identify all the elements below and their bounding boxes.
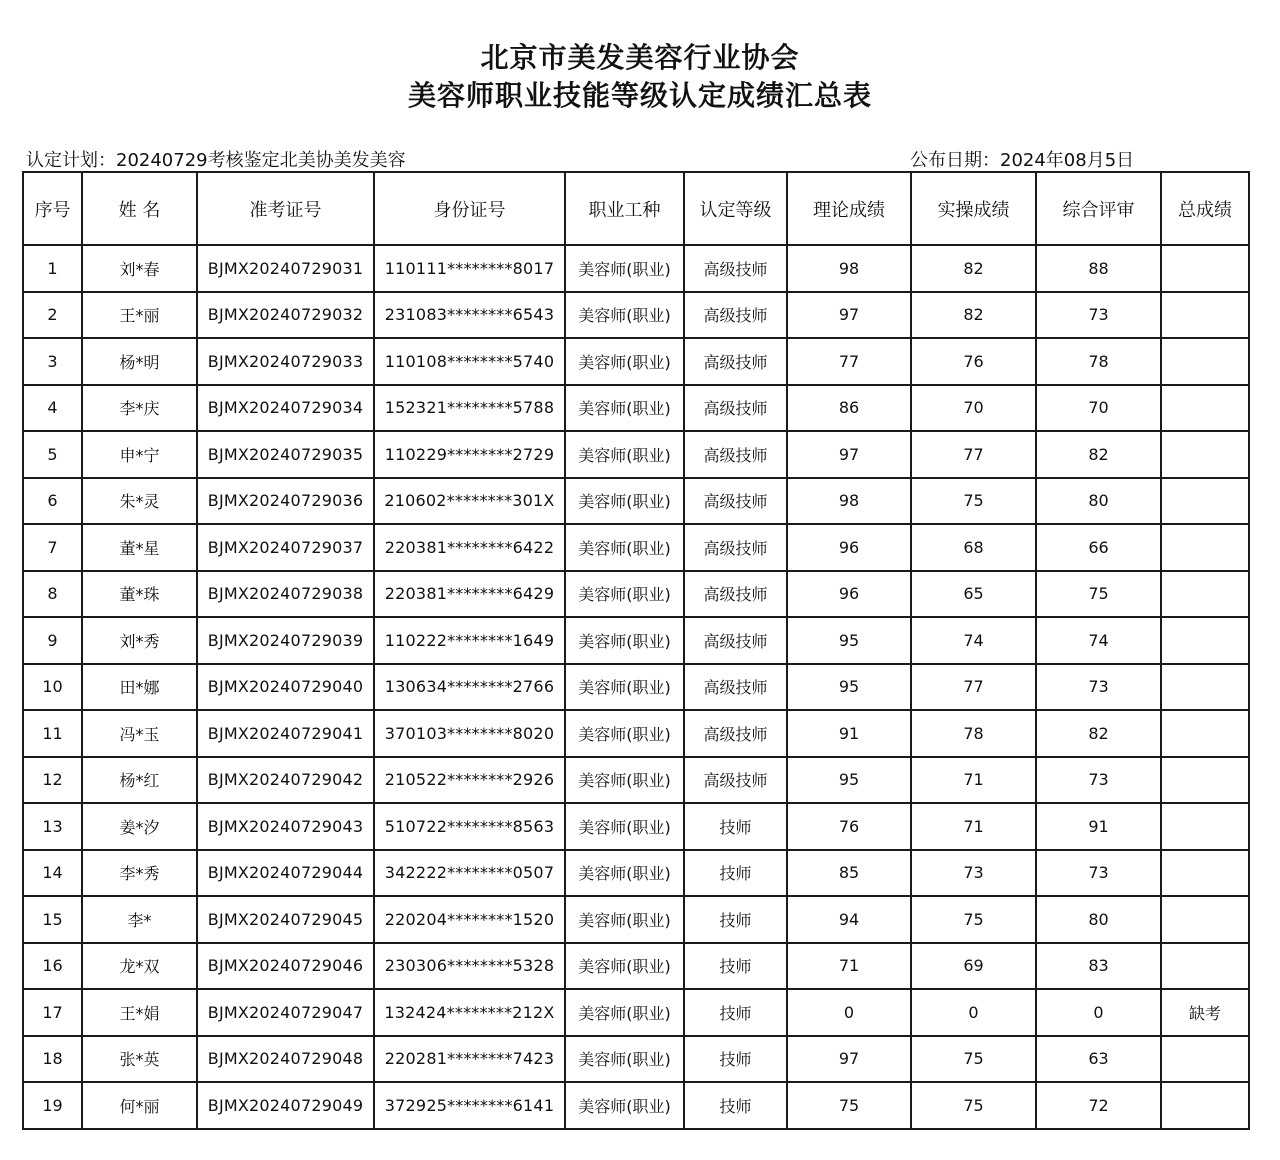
theory-score-cell: 97 <box>787 292 911 339</box>
level-cell: 技师 <box>684 943 787 990</box>
table-row <box>23 989 1249 1036</box>
practical-score-cell: 70 <box>911 385 1036 432</box>
practical-score-cell: 78 <box>911 710 1036 757</box>
occupation-cell: 美容师(职业) <box>565 617 684 664</box>
id-number-cell: 220381********6429 <box>374 571 565 618</box>
table-row <box>23 431 1249 478</box>
review-score-cell: 88 <box>1036 245 1161 292</box>
exam-id-cell: BJMX20240729031 <box>197 245 374 292</box>
theory-score-cell: 76 <box>787 803 911 850</box>
occupation-cell: 美容师(职业) <box>565 710 684 757</box>
row-number-cell: 8 <box>23 571 82 618</box>
table-row <box>23 710 1249 757</box>
id-number-cell: 110222********1649 <box>374 617 565 664</box>
review-score-cell: 78 <box>1036 338 1161 385</box>
occupation-cell: 美容师(职业) <box>565 431 684 478</box>
exam-id-cell: BJMX20240729042 <box>197 757 374 804</box>
review-score-cell: 82 <box>1036 710 1161 757</box>
id-number-cell: 220381********6422 <box>374 524 565 571</box>
name-cell: 朱*灵 <box>82 478 197 525</box>
table-row <box>23 292 1249 339</box>
name-cell: 王*丽 <box>82 292 197 339</box>
row-number-cell: 4 <box>23 385 82 432</box>
exam-id-cell: BJMX20240729032 <box>197 292 374 339</box>
level-cell: 高级技师 <box>684 617 787 664</box>
review-score-cell: 63 <box>1036 1036 1161 1083</box>
column-header: 认定等级 <box>684 172 787 245</box>
document-title: 北京市美发美容行业协会 <box>480 41 800 74</box>
total-score-cell <box>1161 1036 1249 1083</box>
id-number-cell: 210602********301X <box>374 478 565 525</box>
name-cell: 冯*玉 <box>82 710 197 757</box>
theory-score-cell: 77 <box>787 338 911 385</box>
table-row <box>23 524 1249 571</box>
column-header: 总成绩 <box>1161 172 1249 245</box>
row-number-cell: 12 <box>23 757 82 804</box>
level-cell: 技师 <box>684 896 787 943</box>
id-number-cell: 342222********0507 <box>374 850 565 897</box>
table-row <box>23 338 1249 385</box>
name-cell: 李*秀 <box>82 850 197 897</box>
exam-id-cell: BJMX20240729037 <box>197 524 374 571</box>
theory-score-cell: 97 <box>787 1036 911 1083</box>
table-row <box>23 617 1249 664</box>
row-number-cell: 19 <box>23 1082 82 1129</box>
score-table <box>22 171 1250 1130</box>
row-number-cell: 13 <box>23 803 82 850</box>
id-number-cell: 510722********8563 <box>374 803 565 850</box>
practical-score-cell: 76 <box>911 338 1036 385</box>
name-cell: 李*庆 <box>82 385 197 432</box>
column-header: 实操成绩 <box>911 172 1036 245</box>
column-header: 身份证号 <box>374 172 565 245</box>
name-cell: 刘*春 <box>82 245 197 292</box>
theory-score-cell: 96 <box>787 524 911 571</box>
practical-score-cell: 71 <box>911 803 1036 850</box>
theory-score-cell: 96 <box>787 571 911 618</box>
theory-score-cell: 86 <box>787 385 911 432</box>
level-cell: 技师 <box>684 803 787 850</box>
exam-id-cell: BJMX20240729044 <box>197 850 374 897</box>
row-number-cell: 14 <box>23 850 82 897</box>
id-number-cell: 220204********1520 <box>374 896 565 943</box>
total-score-cell <box>1161 803 1249 850</box>
exam-id-cell: BJMX20240729046 <box>197 943 374 990</box>
review-score-cell: 73 <box>1036 850 1161 897</box>
table-row <box>23 757 1249 804</box>
theory-score-cell: 95 <box>787 757 911 804</box>
column-header: 职业工种 <box>565 172 684 245</box>
table-row <box>23 896 1249 943</box>
name-cell: 李* <box>82 896 197 943</box>
occupation-cell: 美容师(职业) <box>565 571 684 618</box>
exam-id-cell: BJMX20240729040 <box>197 664 374 711</box>
practical-score-cell: 65 <box>911 571 1036 618</box>
occupation-cell: 美容师(职业) <box>565 757 684 804</box>
exam-id-cell: BJMX20240729049 <box>197 1082 374 1129</box>
exam-id-cell: BJMX20240729038 <box>197 571 374 618</box>
table-row <box>23 1036 1249 1083</box>
theory-score-cell: 94 <box>787 896 911 943</box>
total-score-cell <box>1161 524 1249 571</box>
total-score-cell <box>1161 664 1249 711</box>
occupation-cell: 美容师(职业) <box>565 850 684 897</box>
row-number-cell: 3 <box>23 338 82 385</box>
occupation-cell: 美容师(职业) <box>565 524 684 571</box>
practical-score-cell: 73 <box>911 850 1036 897</box>
review-score-cell: 73 <box>1036 664 1161 711</box>
practical-score-cell: 68 <box>911 524 1036 571</box>
review-score-cell: 83 <box>1036 943 1161 990</box>
review-score-cell: 74 <box>1036 617 1161 664</box>
table-row <box>23 385 1249 432</box>
total-score-cell <box>1161 710 1249 757</box>
table-row <box>23 664 1249 711</box>
total-score-cell <box>1161 617 1249 664</box>
practical-score-cell: 75 <box>911 1036 1036 1083</box>
row-number-cell: 2 <box>23 292 82 339</box>
level-cell: 高级技师 <box>684 571 787 618</box>
level-cell: 高级技师 <box>684 524 787 571</box>
table-row <box>23 803 1249 850</box>
total-score-cell <box>1161 245 1249 292</box>
level-cell: 高级技师 <box>684 245 787 292</box>
column-header: 综合评审 <box>1036 172 1161 245</box>
practical-score-cell: 0 <box>911 989 1036 1036</box>
row-number-cell: 7 <box>23 524 82 571</box>
practical-score-cell: 82 <box>911 292 1036 339</box>
occupation-cell: 美容师(职业) <box>565 338 684 385</box>
practical-score-cell: 69 <box>911 943 1036 990</box>
row-number-cell: 1 <box>23 245 82 292</box>
name-cell: 龙*双 <box>82 943 197 990</box>
level-cell: 技师 <box>684 1036 787 1083</box>
practical-score-cell: 75 <box>911 1082 1036 1129</box>
table-body <box>23 245 1249 1129</box>
theory-score-cell: 98 <box>787 478 911 525</box>
table-header-row <box>23 172 1249 245</box>
row-number-cell: 5 <box>23 431 82 478</box>
table-row <box>23 245 1249 292</box>
total-score-cell <box>1161 431 1249 478</box>
exam-id-cell: BJMX20240729035 <box>197 431 374 478</box>
column-header: 序号 <box>23 172 82 245</box>
review-score-cell: 80 <box>1036 896 1161 943</box>
practical-score-cell: 77 <box>911 664 1036 711</box>
row-number-cell: 9 <box>23 617 82 664</box>
level-cell: 技师 <box>684 1082 787 1129</box>
row-number-cell: 15 <box>23 896 82 943</box>
id-number-cell: 110229********2729 <box>374 431 565 478</box>
occupation-cell: 美容师(职业) <box>565 943 684 990</box>
review-score-cell: 72 <box>1036 1082 1161 1129</box>
review-score-cell: 0 <box>1036 989 1161 1036</box>
exam-id-cell: BJMX20240729045 <box>197 896 374 943</box>
total-score-cell <box>1161 1082 1249 1129</box>
total-score-cell <box>1161 757 1249 804</box>
theory-score-cell: 91 <box>787 710 911 757</box>
name-cell: 王*娟 <box>82 989 197 1036</box>
exam-id-cell: BJMX20240729041 <box>197 710 374 757</box>
level-cell: 高级技师 <box>684 431 787 478</box>
review-score-cell: 70 <box>1036 385 1161 432</box>
occupation-cell: 美容师(职业) <box>565 803 684 850</box>
id-number-cell: 220281********7423 <box>374 1036 565 1083</box>
level-cell: 技师 <box>684 850 787 897</box>
occupation-cell: 美容师(职业) <box>565 664 684 711</box>
review-score-cell: 80 <box>1036 478 1161 525</box>
row-number-cell: 6 <box>23 478 82 525</box>
id-number-cell: 372925********6141 <box>374 1082 565 1129</box>
occupation-cell: 美容师(职业) <box>565 385 684 432</box>
level-cell: 高级技师 <box>684 710 787 757</box>
name-cell: 田*娜 <box>82 664 197 711</box>
row-number-cell: 17 <box>23 989 82 1036</box>
level-cell: 高级技师 <box>684 757 787 804</box>
practical-score-cell: 71 <box>911 757 1036 804</box>
name-cell: 何*丽 <box>82 1082 197 1129</box>
exam-id-cell: BJMX20240729047 <box>197 989 374 1036</box>
total-score-cell <box>1161 896 1249 943</box>
id-number-cell: 370103********8020 <box>374 710 565 757</box>
exam-id-cell: BJMX20240729039 <box>197 617 374 664</box>
practical-score-cell: 75 <box>911 896 1036 943</box>
column-header: 准考证号 <box>197 172 374 245</box>
total-score-cell <box>1161 943 1249 990</box>
name-cell: 杨*明 <box>82 338 197 385</box>
name-cell: 董*星 <box>82 524 197 571</box>
table-row <box>23 943 1249 990</box>
review-score-cell: 73 <box>1036 757 1161 804</box>
review-score-cell: 66 <box>1036 524 1161 571</box>
total-score-cell <box>1161 292 1249 339</box>
row-number-cell: 18 <box>23 1036 82 1083</box>
theory-score-cell: 95 <box>787 664 911 711</box>
theory-score-cell: 71 <box>787 943 911 990</box>
theory-score-cell: 85 <box>787 850 911 897</box>
occupation-cell: 美容师(职业) <box>565 478 684 525</box>
id-number-cell: 132424********212X <box>374 989 565 1036</box>
column-header: 姓 名 <box>82 172 197 245</box>
occupation-cell: 美容师(职业) <box>565 989 684 1036</box>
theory-score-cell: 97 <box>787 431 911 478</box>
review-score-cell: 73 <box>1036 292 1161 339</box>
id-number-cell: 231083********6543 <box>374 292 565 339</box>
occupation-cell: 美容师(职业) <box>565 245 684 292</box>
level-cell: 高级技师 <box>684 292 787 339</box>
publish-date: 公布日期：2024年08月5日 <box>910 150 1135 171</box>
theory-score-cell: 75 <box>787 1082 911 1129</box>
occupation-cell: 美容师(职业) <box>565 1082 684 1129</box>
name-cell: 申*宁 <box>82 431 197 478</box>
exam-id-cell: BJMX20240729043 <box>197 803 374 850</box>
name-cell: 杨*红 <box>82 757 197 804</box>
row-number-cell: 10 <box>23 664 82 711</box>
name-cell: 董*珠 <box>82 571 197 618</box>
id-number-cell: 110108********5740 <box>374 338 565 385</box>
table-row <box>23 850 1249 897</box>
practical-score-cell: 75 <box>911 478 1036 525</box>
level-cell: 高级技师 <box>684 664 787 711</box>
review-score-cell: 82 <box>1036 431 1161 478</box>
occupation-cell: 美容师(职业) <box>565 1036 684 1083</box>
total-score-cell <box>1161 338 1249 385</box>
table-row <box>23 571 1249 618</box>
document-subtitle: 美容师职业技能等级认定成绩汇总表 <box>407 79 872 112</box>
theory-score-cell: 0 <box>787 989 911 1036</box>
name-cell: 姜*汐 <box>82 803 197 850</box>
review-score-cell: 75 <box>1036 571 1161 618</box>
row-number-cell: 11 <box>23 710 82 757</box>
theory-score-cell: 95 <box>787 617 911 664</box>
name-cell: 刘*秀 <box>82 617 197 664</box>
exam-id-cell: BJMX20240729036 <box>197 478 374 525</box>
exam-id-cell: BJMX20240729033 <box>197 338 374 385</box>
practical-score-cell: 77 <box>911 431 1036 478</box>
exam-id-cell: BJMX20240729048 <box>197 1036 374 1083</box>
row-number-cell: 16 <box>23 943 82 990</box>
level-cell: 高级技师 <box>684 338 787 385</box>
exam-id-cell: BJMX20240729034 <box>197 385 374 432</box>
level-cell: 高级技师 <box>684 478 787 525</box>
total-score-cell <box>1161 571 1249 618</box>
table-row <box>23 1082 1249 1129</box>
total-score-cell <box>1161 385 1249 432</box>
id-number-cell: 110111********8017 <box>374 245 565 292</box>
level-cell: 高级技师 <box>684 385 787 432</box>
name-cell: 张*英 <box>82 1036 197 1083</box>
total-score-cell: 缺考 <box>1161 989 1249 1036</box>
id-number-cell: 130634********2766 <box>374 664 565 711</box>
certification-plan: 认定计划：20240729考核鉴定北美协美发美容 <box>26 150 406 171</box>
level-cell: 技师 <box>684 989 787 1036</box>
id-number-cell: 210522********2926 <box>374 757 565 804</box>
review-score-cell: 91 <box>1036 803 1161 850</box>
column-header: 理论成绩 <box>787 172 911 245</box>
total-score-cell <box>1161 478 1249 525</box>
occupation-cell: 美容师(职业) <box>565 292 684 339</box>
id-number-cell: 152321********5788 <box>374 385 565 432</box>
table-row <box>23 478 1249 525</box>
theory-score-cell: 98 <box>787 245 911 292</box>
practical-score-cell: 82 <box>911 245 1036 292</box>
practical-score-cell: 74 <box>911 617 1036 664</box>
total-score-cell <box>1161 850 1249 897</box>
id-number-cell: 230306********5328 <box>374 943 565 990</box>
occupation-cell: 美容师(职业) <box>565 896 684 943</box>
